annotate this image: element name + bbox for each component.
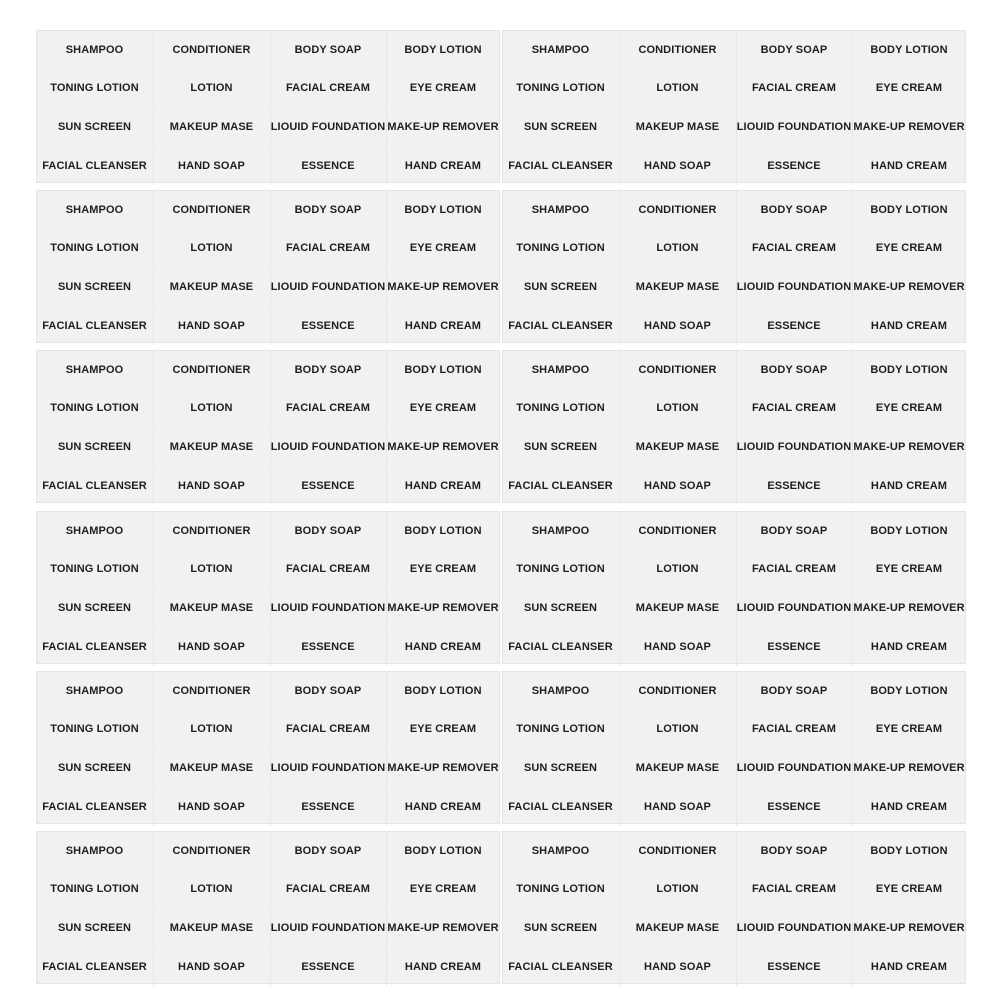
label-make-up-remover: MAKE-UP REMOVER: [853, 762, 965, 774]
label-eye-cream: EYE CREAM: [409, 883, 477, 895]
label-sun-screen: SUN SCREEN: [36, 108, 154, 146]
label-essence: ESSENCE: [270, 467, 387, 505]
label-makeup-mase: MAKEUP MASE: [153, 108, 271, 146]
label-sun-screen: SUN SCREEN: [502, 909, 620, 947]
label-essence: ESSENCE: [270, 788, 387, 826]
label-lotion: LOTION: [619, 69, 737, 107]
label-body-soap: BODY SOAP: [736, 31, 853, 69]
label-hand-cream: HAND CREAM: [870, 961, 948, 973]
label-lotion: LOTION: [619, 389, 737, 427]
label-facial-cream: FACIAL CREAM: [270, 710, 387, 748]
label-shampoo: SHAMPOO: [36, 351, 154, 389]
label-sun-screen: SUN SCREEN: [36, 268, 154, 306]
label-hand-soap: HAND SOAP: [153, 948, 271, 986]
label-sun-screen: SUN SCREEN: [502, 749, 620, 787]
label-lotion: LOTION: [153, 710, 271, 748]
label-sticker: [36, 671, 500, 824]
label-sticker: [36, 30, 500, 183]
label-essence: ESSENCE: [270, 307, 387, 345]
label-makeup-mase: MAKEUP MASE: [153, 428, 271, 466]
label-conditioner: CONDITIONER: [619, 31, 737, 69]
label-body-soap: BODY SOAP: [736, 351, 853, 389]
label-body-soap: BODY SOAP: [270, 191, 387, 229]
label-makeup-mase: MAKEUP MASE: [619, 108, 737, 146]
label-eye-cream: EYE CREAM: [875, 242, 943, 254]
label-sticker: [36, 511, 500, 664]
label-hand-soap: HAND SOAP: [619, 948, 737, 986]
label-conditioner: CONDITIONER: [619, 672, 737, 710]
label-facial-cream: FACIAL CREAM: [270, 69, 387, 107]
label-facial-cleanser: FACIAL CLEANSER: [502, 788, 620, 826]
label-hand-soap: HAND SOAP: [619, 307, 737, 345]
label-eye-cream: EYE CREAM: [875, 82, 943, 94]
label-makeup-mase: MAKEUP MASE: [153, 589, 271, 627]
label-sticker: [502, 30, 966, 183]
label-liouid-foundation: LIOUID FOUNDATION: [270, 589, 387, 627]
label-make-up-remover: MAKE-UP REMOVER: [853, 602, 965, 614]
label-facial-cleanser: FACIAL CLEANSER: [36, 628, 154, 666]
label-sun-screen: SUN SCREEN: [502, 589, 620, 627]
label-body-lotion: BODY LOTION: [870, 685, 948, 697]
label-sun-screen: SUN SCREEN: [36, 428, 154, 466]
label-liouid-foundation: LIOUID FOUNDATION: [270, 749, 387, 787]
label-body-lotion: BODY LOTION: [404, 685, 482, 697]
label-facial-cream: FACIAL CREAM: [270, 550, 387, 588]
label-shampoo: SHAMPOO: [36, 31, 154, 69]
label-lotion: LOTION: [619, 550, 737, 588]
label-makeup-mase: MAKEUP MASE: [619, 589, 737, 627]
label-make-up-remover: MAKE-UP REMOVER: [387, 281, 499, 293]
label-make-up-remover: MAKE-UP REMOVER: [853, 441, 965, 453]
label-lotion: LOTION: [153, 550, 271, 588]
label-body-soap: BODY SOAP: [736, 191, 853, 229]
label-makeup-mase: MAKEUP MASE: [153, 749, 271, 787]
label-shampoo: SHAMPOO: [502, 351, 620, 389]
label-lotion: LOTION: [619, 710, 737, 748]
label-eye-cream: EYE CREAM: [409, 402, 477, 414]
label-shampoo: SHAMPOO: [36, 672, 154, 710]
label-liouid-foundation: LIOUID FOUNDATION: [736, 909, 853, 947]
label-conditioner: CONDITIONER: [153, 672, 271, 710]
label-hand-soap: HAND SOAP: [153, 467, 271, 505]
label-hand-soap: HAND SOAP: [153, 788, 271, 826]
label-shampoo: SHAMPOO: [36, 191, 154, 229]
label-essence: ESSENCE: [736, 788, 853, 826]
label-conditioner: CONDITIONER: [619, 512, 737, 550]
label-makeup-mase: MAKEUP MASE: [619, 909, 737, 947]
label-make-up-remover: MAKE-UP REMOVER: [387, 762, 499, 774]
label-liouid-foundation: LIOUID FOUNDATION: [270, 428, 387, 466]
label-eye-cream: EYE CREAM: [409, 723, 477, 735]
label-facial-cream: FACIAL CREAM: [736, 870, 853, 908]
label-make-up-remover: MAKE-UP REMOVER: [387, 602, 499, 614]
label-essence: ESSENCE: [270, 948, 387, 986]
label-conditioner: CONDITIONER: [153, 351, 271, 389]
label-lotion: LOTION: [153, 229, 271, 267]
label-makeup-mase: MAKEUP MASE: [619, 268, 737, 306]
label-facial-cleanser: FACIAL CLEANSER: [36, 467, 154, 505]
label-hand-cream: HAND CREAM: [870, 320, 948, 332]
label-body-soap: BODY SOAP: [736, 512, 853, 550]
label-essence: ESSENCE: [270, 147, 387, 185]
label-facial-cream: FACIAL CREAM: [736, 550, 853, 588]
label-hand-soap: HAND SOAP: [153, 307, 271, 345]
label-sun-screen: SUN SCREEN: [502, 268, 620, 306]
label-sticker: [502, 511, 966, 664]
label-makeup-mase: MAKEUP MASE: [619, 749, 737, 787]
label-facial-cream: FACIAL CREAM: [270, 870, 387, 908]
label-essence: ESSENCE: [736, 147, 853, 185]
label-liouid-foundation: LIOUID FOUNDATION: [270, 909, 387, 947]
label-facial-cleanser: FACIAL CLEANSER: [502, 628, 620, 666]
label-facial-cleanser: FACIAL CLEANSER: [502, 948, 620, 986]
label-conditioner: CONDITIONER: [619, 832, 737, 870]
label-eye-cream: EYE CREAM: [409, 242, 477, 254]
label-lotion: LOTION: [619, 229, 737, 267]
label-sticker: [502, 190, 966, 343]
label-hand-cream: HAND CREAM: [404, 480, 482, 492]
label-make-up-remover: MAKE-UP REMOVER: [387, 441, 499, 453]
label-shampoo: SHAMPOO: [502, 191, 620, 229]
label-body-lotion: BODY LOTION: [870, 204, 948, 216]
label-make-up-remover: MAKE-UP REMOVER: [387, 922, 499, 934]
label-facial-cream: FACIAL CREAM: [736, 69, 853, 107]
label-conditioner: CONDITIONER: [153, 191, 271, 229]
label-facial-cleanser: FACIAL CLEANSER: [502, 307, 620, 345]
label-body-lotion: BODY LOTION: [870, 845, 948, 857]
label-facial-cleanser: FACIAL CLEANSER: [36, 147, 154, 185]
label-essence: ESSENCE: [736, 948, 853, 986]
label-hand-soap: HAND SOAP: [153, 628, 271, 666]
label-toning-lotion: TONING LOTION: [502, 870, 620, 908]
label-makeup-mase: MAKEUP MASE: [153, 268, 271, 306]
label-body-lotion: BODY LOTION: [404, 845, 482, 857]
label-essence: ESSENCE: [270, 628, 387, 666]
label-sun-screen: SUN SCREEN: [36, 589, 154, 627]
label-hand-soap: HAND SOAP: [619, 788, 737, 826]
label-eye-cream: EYE CREAM: [409, 82, 477, 94]
label-toning-lotion: TONING LOTION: [502, 550, 620, 588]
label-toning-lotion: TONING LOTION: [502, 389, 620, 427]
label-body-soap: BODY SOAP: [270, 672, 387, 710]
label-shampoo: SHAMPOO: [36, 512, 154, 550]
label-hand-soap: HAND SOAP: [619, 147, 737, 185]
label-facial-cleanser: FACIAL CLEANSER: [502, 467, 620, 505]
label-liouid-foundation: LIOUID FOUNDATION: [736, 108, 853, 146]
label-make-up-remover: MAKE-UP REMOVER: [853, 121, 965, 133]
label-lotion: LOTION: [153, 69, 271, 107]
label-sun-screen: SUN SCREEN: [36, 909, 154, 947]
label-sticker: [36, 350, 500, 503]
label-facial-cleanser: FACIAL CLEANSER: [36, 788, 154, 826]
label-sticker: [36, 831, 500, 984]
label-conditioner: CONDITIONER: [153, 512, 271, 550]
label-make-up-remover: MAKE-UP REMOVER: [853, 922, 965, 934]
label-sticker: [502, 671, 966, 824]
label-hand-cream: HAND CREAM: [404, 641, 482, 653]
label-hand-soap: HAND SOAP: [153, 147, 271, 185]
label-body-lotion: BODY LOTION: [404, 204, 482, 216]
label-lotion: LOTION: [153, 389, 271, 427]
label-facial-cream: FACIAL CREAM: [270, 229, 387, 267]
label-body-soap: BODY SOAP: [270, 351, 387, 389]
label-essence: ESSENCE: [736, 307, 853, 345]
label-eye-cream: EYE CREAM: [875, 883, 943, 895]
label-lotion: LOTION: [619, 870, 737, 908]
label-hand-cream: HAND CREAM: [870, 160, 948, 172]
label-make-up-remover: MAKE-UP REMOVER: [853, 281, 965, 293]
label-toning-lotion: TONING LOTION: [36, 550, 154, 588]
label-make-up-remover: MAKE-UP REMOVER: [387, 121, 499, 133]
label-conditioner: CONDITIONER: [619, 191, 737, 229]
label-toning-lotion: TONING LOTION: [502, 710, 620, 748]
label-shampoo: SHAMPOO: [502, 31, 620, 69]
label-sun-screen: SUN SCREEN: [502, 428, 620, 466]
label-liouid-foundation: LIOUID FOUNDATION: [736, 428, 853, 466]
label-sun-screen: SUN SCREEN: [36, 749, 154, 787]
label-conditioner: CONDITIONER: [153, 31, 271, 69]
label-toning-lotion: TONING LOTION: [502, 229, 620, 267]
label-body-lotion: BODY LOTION: [870, 364, 948, 376]
label-toning-lotion: TONING LOTION: [36, 69, 154, 107]
label-liouid-foundation: LIOUID FOUNDATION: [736, 749, 853, 787]
label-hand-cream: HAND CREAM: [404, 801, 482, 813]
label-liouid-foundation: LIOUID FOUNDATION: [736, 268, 853, 306]
label-body-lotion: BODY LOTION: [870, 525, 948, 537]
label-facial-cream: FACIAL CREAM: [736, 229, 853, 267]
label-hand-soap: HAND SOAP: [619, 628, 737, 666]
label-body-soap: BODY SOAP: [736, 672, 853, 710]
label-body-soap: BODY SOAP: [270, 31, 387, 69]
label-facial-cleanser: FACIAL CLEANSER: [36, 948, 154, 986]
label-liouid-foundation: LIOUID FOUNDATION: [270, 108, 387, 146]
label-eye-cream: EYE CREAM: [875, 402, 943, 414]
label-body-lotion: BODY LOTION: [404, 44, 482, 56]
label-essence: ESSENCE: [736, 628, 853, 666]
label-body-lotion: BODY LOTION: [404, 525, 482, 537]
label-lotion: LOTION: [153, 870, 271, 908]
label-body-soap: BODY SOAP: [270, 832, 387, 870]
label-conditioner: CONDITIONER: [619, 351, 737, 389]
label-eye-cream: EYE CREAM: [409, 563, 477, 575]
label-sticker: [502, 831, 966, 984]
label-shampoo: SHAMPOO: [502, 832, 620, 870]
label-hand-cream: HAND CREAM: [870, 480, 948, 492]
label-body-soap: BODY SOAP: [270, 512, 387, 550]
label-facial-cleanser: FACIAL CLEANSER: [502, 147, 620, 185]
label-toning-lotion: TONING LOTION: [36, 229, 154, 267]
label-eye-cream: EYE CREAM: [875, 723, 943, 735]
label-liouid-foundation: LIOUID FOUNDATION: [736, 589, 853, 627]
label-hand-cream: HAND CREAM: [404, 320, 482, 332]
label-makeup-mase: MAKEUP MASE: [619, 428, 737, 466]
label-toning-lotion: TONING LOTION: [36, 389, 154, 427]
label-conditioner: CONDITIONER: [153, 832, 271, 870]
label-hand-cream: HAND CREAM: [870, 641, 948, 653]
label-shampoo: SHAMPOO: [502, 512, 620, 550]
label-hand-soap: HAND SOAP: [619, 467, 737, 505]
label-facial-cream: FACIAL CREAM: [736, 389, 853, 427]
label-sticker: [502, 350, 966, 503]
label-hand-cream: HAND CREAM: [404, 961, 482, 973]
label-body-soap: BODY SOAP: [736, 832, 853, 870]
label-toning-lotion: TONING LOTION: [36, 870, 154, 908]
label-toning-lotion: TONING LOTION: [502, 69, 620, 107]
label-body-lotion: BODY LOTION: [870, 44, 948, 56]
label-shampoo: SHAMPOO: [36, 832, 154, 870]
label-sticker: [36, 190, 500, 343]
label-hand-cream: HAND CREAM: [870, 801, 948, 813]
label-makeup-mase: MAKEUP MASE: [153, 909, 271, 947]
label-sun-screen: SUN SCREEN: [502, 108, 620, 146]
label-facial-cream: FACIAL CREAM: [736, 710, 853, 748]
label-toning-lotion: TONING LOTION: [36, 710, 154, 748]
label-liouid-foundation: LIOUID FOUNDATION: [270, 268, 387, 306]
label-essence: ESSENCE: [736, 467, 853, 505]
label-eye-cream: EYE CREAM: [875, 563, 943, 575]
label-facial-cream: FACIAL CREAM: [270, 389, 387, 427]
label-shampoo: SHAMPOO: [502, 672, 620, 710]
label-body-lotion: BODY LOTION: [404, 364, 482, 376]
label-hand-cream: HAND CREAM: [404, 160, 482, 172]
label-facial-cleanser: FACIAL CLEANSER: [36, 307, 154, 345]
